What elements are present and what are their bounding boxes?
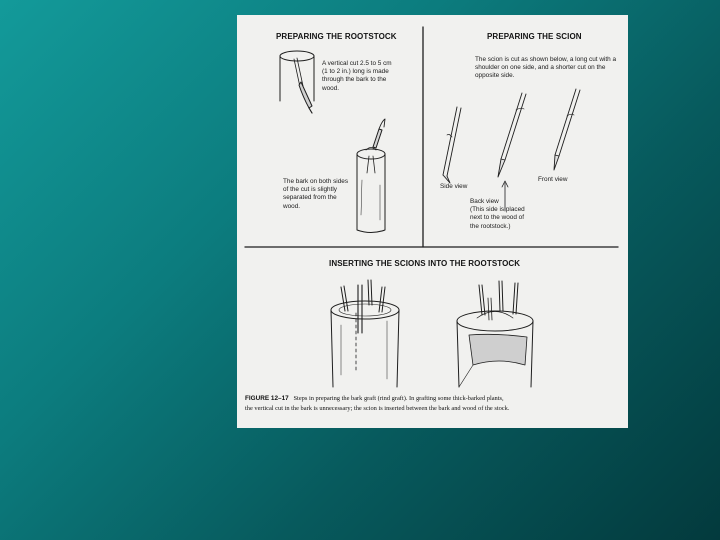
label-side-view: Side view xyxy=(440,183,468,190)
label-back-view: Back view (This side is placed next to the wood of the rootstock.) xyxy=(470,198,525,230)
scion-front-view xyxy=(554,89,580,170)
caption-label: FIGURE 12–17 xyxy=(245,395,289,402)
header-preparing-scion: PREPARING THE SCION xyxy=(487,32,582,41)
header-preparing-rootstock: PREPARING THE ROOTSTOCK xyxy=(276,32,397,41)
note-bark-sides: The bark on both sides of the cut is slightly separated from the wood. xyxy=(283,178,349,210)
figure-scan xyxy=(237,15,628,428)
caption-line-1: Steps in preparing the bark graft (rind graft). In grafting some thick-barked plants, xyxy=(293,395,504,402)
note-vertical-cut: A vertical cut 2.5 to 5 cm (1 to 2 in.) long is made through the bark to the wood. xyxy=(322,60,392,92)
caption-line-2: the vertical cut in the bark is unnecessary; the scion is inserted between the bark and wood of the stock. xyxy=(245,404,510,412)
figure-caption xyxy=(245,394,623,413)
rootstock-bark-illustration xyxy=(357,119,385,233)
label-front-view: Front view xyxy=(538,176,568,183)
header-inserting-scions: INSERTING THE SCIONS INTO THE ROOTSTOCK xyxy=(329,259,521,268)
scion-side-view xyxy=(443,107,461,183)
stump-with-scions-left xyxy=(331,280,399,387)
rootstock-top-illustration xyxy=(280,51,314,113)
note-scion-cut: The scion is cut as shown below, a long cut with a shoulder on one side, and a shorter cut on the opposite side. xyxy=(475,56,617,80)
scion-back-view xyxy=(498,93,526,177)
stump-with-scions-right xyxy=(457,281,533,387)
